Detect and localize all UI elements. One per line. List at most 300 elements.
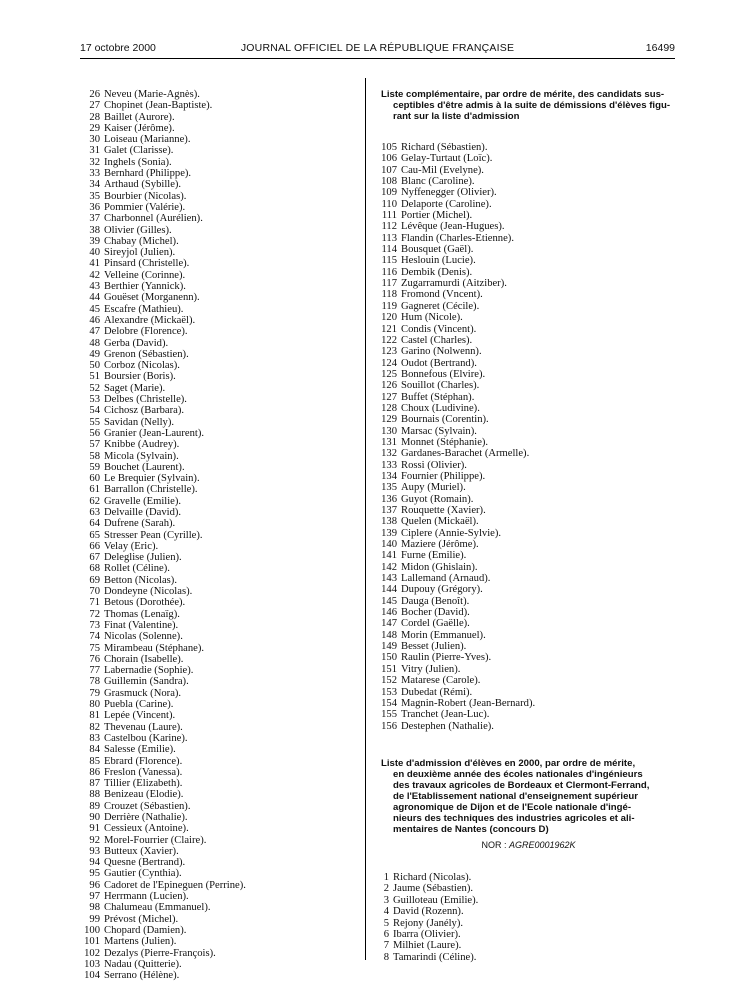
list-item bbox=[80, 756, 350, 767]
list-item bbox=[381, 312, 676, 323]
rank-number: 40 bbox=[89, 247, 100, 259]
list-item bbox=[80, 179, 350, 190]
rank-number: 106 bbox=[381, 153, 397, 165]
list-item bbox=[381, 289, 676, 300]
candidate-name: Arthaud (Sybille). bbox=[104, 179, 182, 191]
candidate-name: Quelen (Mickaël). bbox=[401, 516, 479, 528]
admission-list-continued bbox=[80, 89, 350, 981]
rank-number: 44 bbox=[89, 292, 100, 304]
rank-number: 103 bbox=[84, 958, 100, 970]
list-item bbox=[381, 278, 676, 289]
rank-number: 3 bbox=[383, 894, 389, 906]
candidate-name: Guillemin (Sandra). bbox=[104, 676, 189, 688]
list-item bbox=[80, 835, 350, 846]
rank-number: 118 bbox=[381, 289, 397, 301]
rank-number: 32 bbox=[89, 156, 100, 168]
list-item bbox=[381, 664, 676, 675]
candidate-name: Destephen (Nathalie). bbox=[401, 720, 494, 732]
rank-number: 66 bbox=[89, 540, 100, 552]
candidate-name: Bocher (David). bbox=[401, 607, 470, 619]
rank-number: 1 bbox=[383, 871, 389, 883]
list-item bbox=[80, 948, 350, 959]
rank-number: 127 bbox=[381, 391, 397, 403]
list-item bbox=[381, 210, 676, 221]
rank-number: 133 bbox=[381, 459, 397, 471]
header-date: 17 octobre 2000 bbox=[80, 42, 156, 54]
rank-number: 64 bbox=[89, 518, 100, 530]
candidate-name: Nyffenegger (Olivier). bbox=[401, 187, 497, 199]
rank-number: 86 bbox=[89, 766, 100, 778]
nor-code: AGRE0001962K bbox=[508, 839, 576, 850]
rank-number: 149 bbox=[381, 641, 397, 653]
candidate-name: Grasmuck (Nora). bbox=[104, 687, 182, 699]
rank-number: 73 bbox=[89, 619, 100, 631]
candidate-name: Stresser Pean (Cyrille). bbox=[104, 529, 203, 541]
list-item bbox=[80, 643, 350, 654]
list-item bbox=[80, 778, 350, 789]
candidate-name: Raulin (Pierre-Yves). bbox=[401, 652, 492, 664]
page-header bbox=[80, 40, 675, 59]
candidate-name: Portier (Michel). bbox=[401, 210, 473, 222]
candidate-name: Lévêque (Jean-Hugues). bbox=[401, 221, 505, 233]
rank-number: 69 bbox=[89, 574, 100, 586]
candidate-name: Gagneret (Cécile). bbox=[401, 300, 480, 312]
rank-number: 59 bbox=[89, 461, 100, 473]
rank-number: 77 bbox=[89, 665, 100, 677]
rank-number: 111 bbox=[381, 210, 397, 222]
right-column bbox=[381, 89, 676, 963]
rank-number: 58 bbox=[89, 450, 100, 462]
list-item bbox=[80, 145, 350, 156]
list-item bbox=[381, 709, 676, 720]
rank-number: 93 bbox=[89, 845, 100, 857]
candidate-name: Souillot (Charles). bbox=[401, 380, 480, 392]
rank-number: 82 bbox=[89, 721, 100, 733]
list-item bbox=[80, 846, 350, 857]
candidate-name: Butteux (Xavier). bbox=[104, 845, 179, 857]
rank-number: 132 bbox=[381, 448, 397, 460]
list-item bbox=[80, 891, 350, 902]
rank-number: 55 bbox=[89, 416, 100, 428]
list-item bbox=[381, 403, 676, 414]
candidate-name: Ebrard (Florence). bbox=[104, 755, 183, 767]
list-item bbox=[80, 225, 350, 236]
list-item bbox=[80, 304, 350, 315]
candidate-name: Savidan (Nelly). bbox=[104, 416, 175, 428]
rank-number: 84 bbox=[89, 744, 100, 756]
rank-number: 57 bbox=[89, 439, 100, 451]
candidate-name: Guilloteau (Emilie). bbox=[393, 894, 479, 906]
rank-number: 88 bbox=[89, 789, 100, 801]
rank-number: 116 bbox=[381, 266, 397, 278]
rank-number: 60 bbox=[89, 473, 100, 485]
rank-number: 151 bbox=[381, 663, 397, 675]
candidate-name: Bournais (Corentin). bbox=[401, 414, 489, 426]
candidate-name: Fournier (Philippe). bbox=[401, 470, 486, 482]
list-item bbox=[80, 868, 350, 879]
rank-number: 120 bbox=[381, 312, 397, 324]
list-item bbox=[381, 221, 676, 232]
candidate-name: Delvaille (David). bbox=[104, 506, 182, 518]
rank-number: 71 bbox=[89, 597, 100, 609]
rank-number: 50 bbox=[89, 360, 100, 372]
list-item bbox=[80, 744, 350, 755]
list-item bbox=[80, 496, 350, 507]
candidate-name: Gouëset (Morganenn). bbox=[104, 292, 200, 304]
rank-number: 110 bbox=[381, 198, 397, 210]
rank-number: 34 bbox=[89, 179, 100, 191]
rank-number: 35 bbox=[89, 190, 100, 202]
list-item bbox=[381, 437, 676, 448]
list-item bbox=[381, 267, 676, 278]
candidate-name: Pinsard (Christelle). bbox=[104, 258, 190, 270]
rank-number: 5 bbox=[383, 917, 389, 929]
rank-number: 105 bbox=[381, 142, 397, 153]
list-item bbox=[381, 448, 676, 459]
rank-number: 81 bbox=[89, 710, 100, 722]
list-item bbox=[80, 970, 350, 981]
candidate-name: Betton (Nicolas). bbox=[104, 574, 177, 586]
candidate-name: Monnet (Stéphanie). bbox=[401, 436, 489, 448]
candidate-name: Thevenau (Laure). bbox=[104, 721, 183, 733]
rank-number: 85 bbox=[89, 755, 100, 767]
candidate-name: Richard (Sébastien). bbox=[401, 142, 488, 153]
rank-number: 122 bbox=[381, 334, 397, 346]
list-item bbox=[80, 597, 350, 608]
rank-number: 68 bbox=[89, 563, 100, 575]
candidate-name: Bourbier (Nicolas). bbox=[104, 190, 187, 202]
candidate-name: Bonnefous (Elvire). bbox=[401, 368, 486, 380]
candidate-name: Rossi (Olivier). bbox=[401, 459, 467, 471]
list-item bbox=[80, 202, 350, 213]
candidate-name: Granier (Jean-Laurent). bbox=[104, 427, 204, 439]
candidate-name: Velleine (Corinne). bbox=[104, 269, 186, 281]
candidate-name: Dondeyne (Nicolas). bbox=[104, 586, 193, 598]
journal-title: JOURNAL OFFICIEL DE LA RÉPUBLIQUE FRANÇAISE bbox=[240, 42, 515, 54]
candidate-name: Corboz (Nicolas). bbox=[104, 360, 180, 372]
list-item bbox=[80, 349, 350, 360]
candidate-name: Morin (Emmanuel). bbox=[401, 629, 486, 641]
list-item bbox=[80, 665, 350, 676]
list-item bbox=[80, 123, 350, 134]
candidate-name: Castelbou (Karine). bbox=[104, 732, 188, 744]
rank-number: 113 bbox=[381, 232, 397, 244]
candidate-name: Morel-Fourrier (Claire). bbox=[104, 834, 207, 846]
candidate-name: Salesse (Emilie). bbox=[104, 744, 176, 756]
rank-number: 53 bbox=[89, 394, 100, 406]
rank-number: 135 bbox=[381, 482, 397, 494]
candidate-name: Tillier (Elizabeth). bbox=[104, 778, 183, 790]
list-item bbox=[80, 439, 350, 450]
candidate-name: Magnin-Robert (Jean-Bernard). bbox=[401, 697, 536, 709]
rank-number: 101 bbox=[84, 936, 100, 948]
list-item bbox=[381, 426, 676, 437]
list-item bbox=[80, 518, 350, 529]
rank-number: 8 bbox=[383, 951, 389, 963]
list-item bbox=[381, 460, 676, 471]
rank-number: 107 bbox=[381, 164, 397, 176]
list-item bbox=[381, 584, 676, 595]
list-item bbox=[80, 823, 350, 834]
list-item bbox=[381, 607, 676, 618]
page-number: 16499 bbox=[645, 42, 675, 54]
list-item bbox=[381, 698, 676, 709]
list-item bbox=[80, 789, 350, 800]
candidate-name: Buffet (Stéphan). bbox=[401, 391, 475, 403]
column-divider bbox=[365, 78, 366, 960]
rank-number: 134 bbox=[381, 470, 397, 482]
candidate-name: Derrière (Nathalie). bbox=[104, 812, 188, 823]
candidate-name: Ciplere (Annie-Sylvie). bbox=[401, 527, 502, 539]
candidate-name: Richard (Nicolas). bbox=[393, 871, 472, 883]
admission-list-heading bbox=[381, 758, 676, 835]
candidate-name: Charbonnel (Aurélien). bbox=[104, 213, 203, 225]
rank-number: 51 bbox=[89, 371, 100, 383]
rank-number: 52 bbox=[89, 382, 100, 394]
rank-number: 31 bbox=[89, 145, 100, 157]
rank-number: 41 bbox=[89, 258, 100, 270]
rank-number: 115 bbox=[381, 255, 397, 267]
list-item bbox=[80, 247, 350, 258]
candidate-name: Oudot (Bertrand). bbox=[401, 357, 477, 369]
candidate-name: Furne (Emilie). bbox=[401, 550, 467, 562]
list-item bbox=[80, 371, 350, 382]
candidate-name: Besset (Julien). bbox=[401, 641, 467, 653]
rank-number: 28 bbox=[89, 111, 100, 123]
rank-number: 89 bbox=[89, 800, 100, 812]
rank-number: 109 bbox=[381, 187, 397, 199]
candidate-name: Nadau (Quitterie). bbox=[104, 958, 182, 970]
rank-number: 92 bbox=[89, 834, 100, 846]
rank-number: 95 bbox=[89, 868, 100, 880]
heading-line: Liste d'admission d'élèves en 2000, par ordre de mérite, bbox=[381, 757, 636, 769]
list-item bbox=[381, 153, 676, 164]
rank-number: 99 bbox=[89, 913, 100, 925]
list-item bbox=[80, 552, 350, 563]
list-item bbox=[80, 405, 350, 416]
complementary-list bbox=[381, 142, 676, 732]
rank-number: 136 bbox=[381, 493, 397, 505]
list-item bbox=[80, 507, 350, 518]
rank-number: 147 bbox=[381, 618, 397, 630]
rank-number: 76 bbox=[89, 653, 100, 665]
candidate-name: Gelay-Turtaut (Loïc). bbox=[401, 153, 493, 165]
candidate-name: Herrmann (Lucien). bbox=[104, 891, 189, 903]
rank-number: 36 bbox=[89, 201, 100, 213]
heading-line: agronomique de Dijon et de l'Ecole nationale d'ingé- bbox=[393, 801, 632, 813]
candidate-name: Gerba (David). bbox=[104, 337, 169, 349]
rank-number: 2 bbox=[383, 883, 389, 895]
candidate-name: Choux (Ludivine). bbox=[401, 402, 480, 414]
candidate-name: Olivier (Gilles). bbox=[104, 224, 172, 236]
rank-number: 29 bbox=[89, 122, 100, 134]
rank-number: 83 bbox=[89, 732, 100, 744]
list-item bbox=[381, 562, 676, 573]
candidate-name: Marsac (Sylvain). bbox=[401, 425, 477, 437]
rank-number: 7 bbox=[383, 940, 389, 952]
candidate-name: Saget (Marie). bbox=[104, 382, 166, 394]
candidate-name: Dembik (Denis). bbox=[401, 266, 473, 278]
rank-number: 90 bbox=[89, 812, 100, 823]
rank-number: 79 bbox=[89, 687, 100, 699]
list-item bbox=[80, 394, 350, 405]
rank-number: 156 bbox=[381, 720, 397, 732]
candidate-name: Serrano (Hélène). bbox=[104, 970, 180, 982]
rank-number: 74 bbox=[89, 631, 100, 643]
list-item bbox=[80, 620, 350, 631]
list-item bbox=[381, 301, 676, 312]
rank-number: 150 bbox=[381, 652, 397, 664]
rank-number: 152 bbox=[381, 675, 397, 687]
list-item bbox=[80, 258, 350, 269]
candidate-name: Grenon (Sébastien). bbox=[104, 348, 189, 360]
candidate-name: Hum (Nicole). bbox=[401, 312, 463, 324]
list-item bbox=[80, 801, 350, 812]
candidate-name: Castel (Charles). bbox=[401, 334, 473, 346]
rank-number: 91 bbox=[89, 823, 100, 835]
candidate-name: Gardanes-Barachet (Armelle). bbox=[401, 448, 530, 460]
rank-number: 75 bbox=[89, 642, 100, 654]
rank-number: 131 bbox=[381, 436, 397, 448]
rank-number: 72 bbox=[89, 608, 100, 620]
candidate-name: Escafre (Mathieu). bbox=[104, 303, 184, 315]
list-item bbox=[80, 168, 350, 179]
candidate-name: Berthier (Yannick). bbox=[104, 281, 186, 293]
rank-number: 96 bbox=[89, 879, 100, 891]
list-item bbox=[80, 936, 350, 947]
rank-number: 155 bbox=[381, 709, 397, 721]
list-item bbox=[80, 315, 350, 326]
candidate-name: Martens (Julien). bbox=[104, 936, 177, 948]
list-item bbox=[381, 142, 676, 153]
list-item bbox=[381, 516, 676, 527]
candidate-name: Micola (Sylvain). bbox=[104, 450, 179, 462]
rank-number: 63 bbox=[89, 506, 100, 518]
list-item bbox=[381, 641, 676, 652]
rank-number: 121 bbox=[381, 323, 397, 335]
list-item bbox=[381, 324, 676, 335]
list-item bbox=[381, 176, 676, 187]
candidate-name: Matarese (Carole). bbox=[401, 675, 481, 687]
list-item bbox=[80, 191, 350, 202]
candidate-name: Chabay (Michel). bbox=[104, 235, 179, 247]
candidate-name: Betous (Dorothée). bbox=[104, 597, 186, 609]
list-item bbox=[80, 676, 350, 687]
list-item bbox=[80, 417, 350, 428]
list-item bbox=[381, 528, 676, 539]
list-item bbox=[80, 484, 350, 495]
candidate-name: Lepée (Vincent). bbox=[104, 710, 176, 722]
rank-number: 4 bbox=[383, 906, 389, 918]
rank-number: 38 bbox=[89, 224, 100, 236]
rank-number: 144 bbox=[381, 584, 397, 596]
rank-number: 54 bbox=[89, 405, 100, 417]
candidate-name: Le Brequier (Sylvain). bbox=[104, 473, 200, 485]
list-item bbox=[381, 199, 676, 210]
heading-line: nieurs des techniques des industries agricoles et ali- bbox=[393, 812, 635, 824]
rank-number: 102 bbox=[84, 947, 100, 959]
candidate-name: David (Rozenn). bbox=[393, 906, 464, 918]
list-item bbox=[381, 883, 676, 894]
list-item bbox=[80, 383, 350, 394]
candidate-name: Garino (Nolwenn). bbox=[401, 346, 482, 358]
heading-line: mentaires de Nantes (concours D) bbox=[393, 823, 549, 835]
list-item bbox=[80, 710, 350, 721]
candidate-name: Bouchet (Laurent). bbox=[104, 461, 185, 473]
candidate-name: Thomas (Lenaïg). bbox=[104, 608, 180, 620]
list-item bbox=[80, 654, 350, 665]
candidate-name: Delobre (Florence). bbox=[104, 326, 188, 338]
rank-number: 125 bbox=[381, 368, 397, 380]
list-item bbox=[381, 675, 676, 686]
heading-line: rant sur la liste d'admission bbox=[393, 111, 520, 122]
rank-number: 137 bbox=[381, 505, 397, 516]
list-item bbox=[80, 575, 350, 586]
rank-number: 39 bbox=[89, 235, 100, 247]
list-item bbox=[381, 244, 676, 255]
list-item bbox=[80, 688, 350, 699]
rank-number: 26 bbox=[89, 89, 100, 100]
candidate-name: Inghels (Sonia). bbox=[104, 156, 172, 168]
list-item bbox=[80, 857, 350, 868]
candidate-name: Baillet (Aurore). bbox=[104, 111, 175, 123]
rank-number: 33 bbox=[89, 168, 100, 180]
list-item bbox=[80, 959, 350, 970]
list-item bbox=[381, 335, 676, 346]
list-item bbox=[80, 338, 350, 349]
rank-number: 67 bbox=[89, 552, 100, 564]
list-item bbox=[381, 940, 676, 951]
list-item bbox=[381, 721, 676, 732]
list-item bbox=[381, 471, 676, 482]
list-item bbox=[80, 326, 350, 337]
candidate-name: Pommier (Valérie). bbox=[104, 201, 186, 213]
candidate-name: Barrallon (Christelle). bbox=[104, 484, 198, 496]
rank-number: 139 bbox=[381, 527, 397, 539]
rank-number: 126 bbox=[381, 380, 397, 392]
candidate-name: Blanc (Caroline). bbox=[401, 176, 475, 188]
candidate-name: Delaporte (Caroline). bbox=[401, 198, 492, 210]
rank-number: 100 bbox=[84, 924, 100, 936]
candidate-name: Crouzet (Sébastien). bbox=[104, 800, 191, 812]
candidate-name: Dubedat (Rémi). bbox=[401, 686, 473, 698]
list-item bbox=[381, 630, 676, 641]
rank-number: 49 bbox=[89, 348, 100, 360]
candidate-name: Loiseau (Marianne). bbox=[104, 134, 191, 146]
rank-number: 47 bbox=[89, 326, 100, 338]
list-item bbox=[381, 872, 676, 883]
candidate-name: Neveu (Marie-Agnès). bbox=[104, 89, 200, 100]
candidate-name: Gautier (Cynthia). bbox=[104, 868, 182, 880]
candidate-name: Jaume (Sébastien). bbox=[393, 883, 474, 895]
candidate-name: Heslouin (Lucie). bbox=[401, 255, 476, 267]
rank-number: 130 bbox=[381, 425, 397, 437]
list-item bbox=[80, 360, 350, 371]
candidate-name: Finat (Valentine). bbox=[104, 619, 179, 631]
list-item bbox=[381, 233, 676, 244]
candidate-name: Guyot (Romain). bbox=[401, 493, 474, 505]
rank-number: 37 bbox=[89, 213, 100, 225]
candidate-name: Flandin (Charles-Etienne). bbox=[401, 232, 514, 244]
candidate-name: Bousquet (Gaël). bbox=[401, 244, 474, 256]
list-item bbox=[80, 292, 350, 303]
candidate-name: Midon (Ghislain). bbox=[401, 561, 478, 573]
rank-number: 65 bbox=[89, 529, 100, 541]
list-item bbox=[381, 573, 676, 584]
candidate-name: Puebla (Carine). bbox=[104, 699, 174, 711]
heading-line: en deuxième année des écoles nationales d'ingénieurs bbox=[393, 768, 643, 780]
list-item bbox=[381, 505, 676, 516]
